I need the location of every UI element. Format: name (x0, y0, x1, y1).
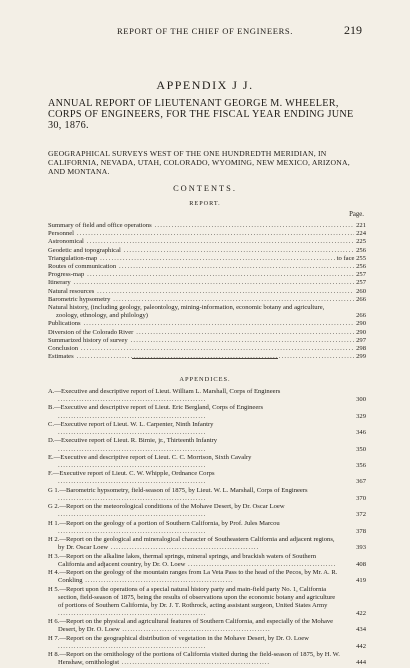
toc-page: to face 255 (336, 254, 366, 262)
appendix-title: H 4.—Report on the geology of the mountain ranges from La Veta Pass to the head of the Pecos, by Mr. A. R. Conkling (48, 569, 338, 585)
appendix-title: H 7.—Report on the geographical distribution of vegetation in the Mohave Desert, by Dr. O. Loew (48, 634, 309, 642)
appendix-entry (48, 569, 366, 585)
toc-page: 298 (356, 345, 366, 353)
toc-row (48, 296, 366, 304)
toc-title: Summarized history of survey ..... (48, 337, 366, 345)
toc-page: 260 (356, 287, 366, 295)
appendix-entry (48, 586, 366, 618)
appendix-title: F.—Executive report of Lieut. C. W. Whipple, Ordnance Corps (48, 470, 215, 478)
report-section-heading: REPORT. (189, 200, 221, 207)
toc-title: Routes of communication ..... (48, 263, 366, 271)
appendix-title: C.—Executive report of Lieut. W. L. Carpenter, Ninth Infantry (48, 420, 214, 428)
appendix-entry (48, 520, 366, 536)
appendix-entry (48, 388, 366, 404)
appendix-label: APPENDIX J J. (156, 78, 254, 92)
appendix-page: 422 (356, 609, 366, 617)
toc-page: 256 (356, 246, 366, 254)
toc-title: Barometric hypsometry ..... (48, 296, 366, 304)
toc-row (48, 247, 366, 255)
appendix-title: H 2.—Report on the geological and mineralogical character of Southeastern California and adjacent regions, by Dr. Oscar Loew (48, 536, 335, 552)
toc-row (48, 255, 366, 263)
appendix-title: G 2.—Report on the meteorological conditions of the Mohave Desert, by Dr. Oscar Loew (48, 503, 285, 511)
toc-page: 225 (356, 238, 366, 246)
appendix-title: D.—Executive report of Lieut. R. Birnie, jr., Thirteenth Infantry (48, 437, 218, 445)
toc-title: Astronomical ..... (48, 238, 366, 246)
toc-title: Conclusion ..... (48, 345, 366, 353)
appendix-page: 444 (356, 659, 366, 667)
appendix-title: E.—Executive and descriptive report of Lieut. C. C. Morrison, Sixth Cavalry (48, 453, 252, 461)
page-column-heading: Page. (349, 211, 364, 218)
appendix-page: 372 (356, 511, 366, 519)
toc-title: Natural history, (including geology, paleontology, mining-information, economic botany and agriculture, zoology, ethnology, and philology) (48, 304, 325, 320)
appendix-title: H 6.—Report on the physical and agricultural features of Southern California, and especially of the Mohave Desert, by Dr. O. Loew (48, 618, 334, 634)
contents-heading: CONTENTS. (173, 184, 237, 193)
appendix-page: 367 (356, 478, 366, 486)
appendix-entry (48, 487, 366, 503)
appendix-page: 419 (356, 577, 366, 585)
appendix-title: H 5.—Report upon the operations of a special natural history party and main-field party No. 1, California section, field-season of 1875, being the results of observations upon the economic botany and agriculture of portions of Southern California, by Dr. J. T. Rothrock, acting assistant surgeon, United States Army (48, 585, 336, 609)
report-headline: ANNUAL REPORT OF LIEUTENANT GEORGE M. WHEELER, CORPS OF ENGINEERS, FOR THE FISCAL YEAR ENDING JUNE 30, 1876. (48, 98, 354, 132)
appendix-title: A.—Executive and descriptive report of Lieut. William L. Marshall, Corps of Engineers (48, 388, 281, 395)
toc-row (48, 288, 366, 296)
appendix-title: H 8.—Report on the ornithology of the portions of California visited during the field-season of 1875, by H. W. Henshaw, ornithologist (48, 651, 340, 667)
appendix-title: H 3.—Report on the alkaline lakes, thermal springs, mineral springs, and brackish waters of Southern California and adjacent country, by Dr. O. Loew (48, 552, 317, 568)
toc-page: 266 (356, 295, 366, 303)
appendix-page: 300 (356, 396, 366, 404)
toc-page: 297 (356, 336, 366, 344)
section-divider (132, 358, 278, 359)
toc-page: 257 (356, 271, 366, 279)
running-head (0, 23, 410, 40)
toc-page: 221 (356, 222, 366, 229)
toc-row (48, 271, 366, 279)
toc-page: 224 (356, 230, 366, 238)
appendix-entry (48, 651, 366, 667)
appendices-list (48, 388, 366, 668)
appendix-entry (48, 536, 366, 552)
appendix-title: B.—Executive and descriptive report of Lieut. Eric Bergland, Corps of Engineers (48, 404, 264, 412)
appendix-page: 356 (356, 461, 366, 469)
toc-page: 290 (356, 328, 366, 336)
toc-row (48, 230, 366, 238)
appendix-page: 442 (356, 642, 366, 650)
appendix-page: 378 (356, 527, 366, 535)
appendix-page: 434 (356, 626, 366, 634)
appendix-entry (48, 404, 366, 420)
report-subheadline: GEOGRAPHICAL SURVEYS WEST OF THE ONE HUNDREDTH MERIDIAN, IN CALIFORNIA, NEVADA, UTAH, COLORADO, WYOMING, NEW MEXICO, ARIZONA, AND MONTANA. (48, 149, 350, 177)
toc-page: 290 (356, 320, 366, 328)
toc-title: Publications ..... (48, 320, 366, 328)
toc-page: 256 (356, 263, 366, 271)
appendix-entry (48, 454, 366, 470)
appendices-heading: APPENDICES. (179, 376, 231, 383)
toc-title: Estimates ..... (48, 353, 366, 361)
appendix-entry (48, 470, 366, 486)
toc-title: Progress-map ..... (48, 271, 366, 279)
toc-title: Itinerary ..... (48, 279, 366, 287)
appendix-entry (48, 553, 366, 569)
toc-page: 266 (356, 312, 366, 320)
appendix-page: 370 (356, 494, 366, 502)
appendix-page: 329 (356, 412, 366, 420)
toc-title: Summary of field and office operations ..... (48, 222, 366, 230)
toc-title: Diversion of the Colorado River ..... (48, 329, 366, 337)
appendix-entry (48, 635, 366, 651)
appendix-page: 408 (356, 560, 366, 568)
toc-row (48, 345, 366, 353)
toc-page: 299 (356, 353, 366, 361)
appendix-page: 393 (356, 544, 366, 552)
toc-title: Geodetic and topographical ..... (48, 247, 366, 255)
appendix-page: 346 (356, 429, 366, 437)
appendix-entry (48, 503, 366, 519)
toc-row (48, 337, 366, 345)
toc-page: 257 (356, 279, 366, 287)
toc-row (48, 263, 366, 271)
report-contents-list (48, 222, 366, 361)
appendix-page: 350 (356, 445, 366, 453)
toc-title: Natural resources ..... (48, 288, 366, 296)
toc-row (48, 222, 366, 230)
appendix-title: G 1.—Barometric hypsometry, field-season of 1875, by Lieut. W. L. Marshall, Corps of Engineers (48, 486, 308, 494)
toc-row (48, 329, 366, 337)
appendix-entry (48, 437, 366, 453)
toc-row (48, 304, 366, 320)
toc-row (48, 279, 366, 287)
appendix-entry (48, 618, 366, 634)
page-number: 219 (344, 23, 362, 37)
appendix-title: H 1.—Report on the geology of a portion of Southern California, by Prof. Jules Marcou (48, 519, 280, 527)
running-head-title: REPORT OF THE CHIEF OF ENGINEERS. (116, 26, 294, 36)
toc-title: Triangulation-map ..... (48, 255, 366, 263)
toc-title: Personnel ..... (48, 230, 366, 238)
toc-row (48, 238, 366, 246)
toc-row (48, 320, 366, 328)
appendix-entry (48, 421, 366, 437)
